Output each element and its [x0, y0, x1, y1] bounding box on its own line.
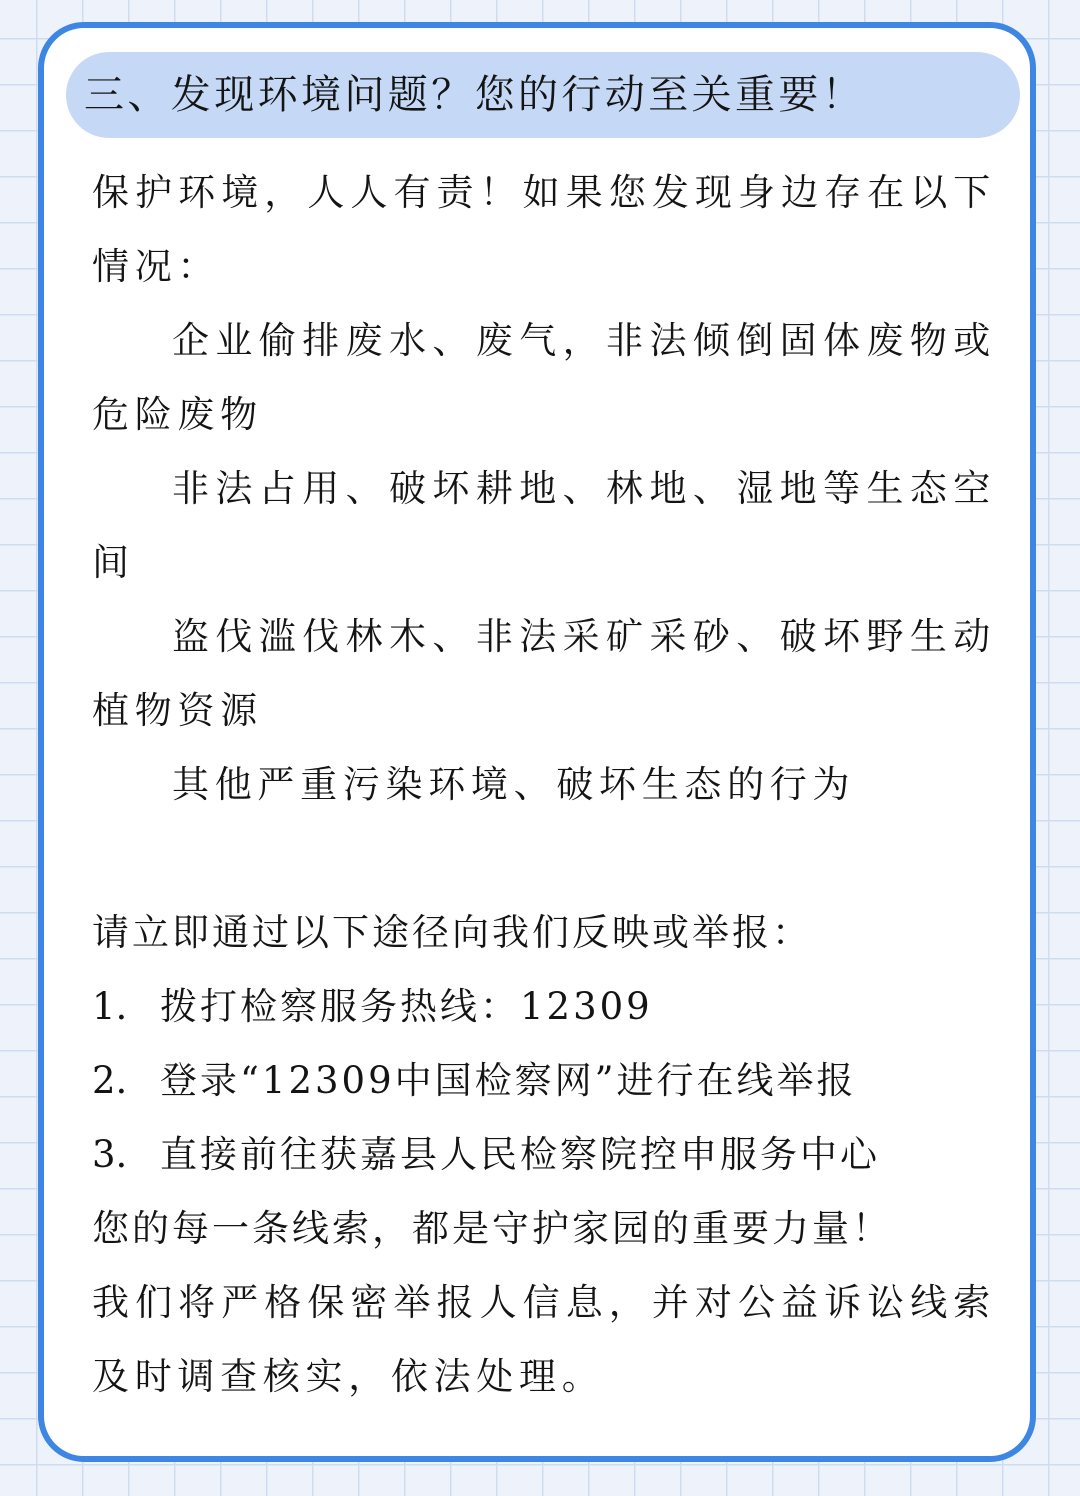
report-intro: 请立即通过以下途径向我们反映或举报： — [92, 911, 812, 954]
channel-number: 1. — [92, 985, 128, 1028]
channel-number: 3. — [92, 1133, 128, 1176]
closing-line: 您的每一条线索，都是守护家园的重要力量！ — [92, 1207, 892, 1250]
section-heading-text: 三、发现环境问题？您的行动至关重要！ — [84, 72, 866, 118]
channel-text: 拨打检察服务热线：12309 — [160, 985, 653, 1028]
report-channel — [92, 970, 996, 1044]
blank-line — [92, 822, 996, 896]
channel-number: 2. — [92, 1059, 128, 1102]
situation-item: 盗伐滥伐林木、非法采矿采砂、破坏野生动植物资源 — [92, 615, 996, 732]
section-heading — [66, 52, 1020, 138]
channel-text: 直接前往获嘉县人民检察院控申服务中心 — [160, 1133, 880, 1176]
situation-item: 非法占用、破坏耕地、林地、湿地等生态空间 — [92, 467, 996, 584]
report-channel — [92, 1044, 996, 1118]
intro-paragraph: 保护环境，人人有责！如果您发现身边存在以下情况： — [92, 171, 996, 288]
situation-item: 企业偷排废水、废气，非法倾倒固体废物或危险废物 — [92, 319, 996, 436]
card-body — [92, 156, 996, 1414]
report-channel — [92, 1118, 996, 1192]
channel-text: 登录“12309中国检察网”进行在线举报 — [160, 1059, 857, 1102]
situation-item: 其他严重污染环境、破坏生态的行为 — [172, 763, 856, 806]
commitment-paragraph: 我们将严格保密举报人信息，并对公益诉讼线索及时调查核实，依法处理。 — [92, 1281, 996, 1398]
content-card — [38, 22, 1036, 1462]
